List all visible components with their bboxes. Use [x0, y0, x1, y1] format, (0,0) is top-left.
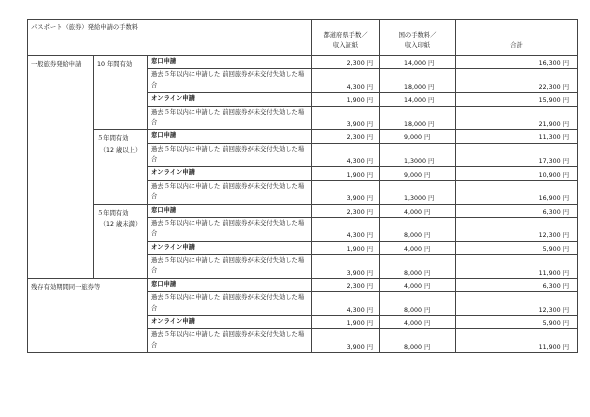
- national-fee: 4,000 円: [380, 204, 456, 217]
- header-prefecture-fee: [312, 20, 380, 56]
- header-prefecture-line-2: 収入証紙: [332, 41, 359, 49]
- application-method: オンライン申請: [148, 167, 312, 180]
- national-fee: 4,000 円: [380, 278, 456, 291]
- total-fee: 5,900 円: [456, 315, 578, 328]
- application-method: 過去５年以内に申請した 前回旅券が未交付失効した場合: [148, 255, 312, 279]
- validity-period: [94, 56, 148, 130]
- application-method: 過去５年以内に申請した 前回旅券が未交付失効した場合: [148, 329, 312, 353]
- prefecture-fee: 1,900 円: [312, 315, 380, 328]
- prefecture-fee: 2,300 円: [312, 204, 380, 217]
- total-fee: 10,900 円: [456, 167, 578, 180]
- application-category: 一般旅券発給申請: [28, 56, 94, 279]
- prefecture-fee: 4,300 円: [312, 143, 380, 167]
- table-row: [28, 204, 578, 217]
- total-fee: 15,900 円: [456, 93, 578, 106]
- application-method: 過去５年以内に申請した 前回旅券が未交付失効した場合: [148, 180, 312, 204]
- national-fee: 18,000 円: [380, 106, 456, 130]
- national-fee: 4,000 円: [380, 315, 456, 328]
- application-method: 窓口申請: [148, 130, 312, 143]
- total-fee: 22,300 円: [456, 69, 578, 93]
- total-fee: 16,900 円: [456, 180, 578, 204]
- prefecture-fee: 1,900 円: [312, 167, 380, 180]
- prefecture-fee: 4,300 円: [312, 217, 380, 241]
- passport-fee-table: [27, 19, 578, 353]
- header-prefecture-line-1: 都道府県手数／: [323, 31, 368, 39]
- total-fee: 11,900 円: [456, 329, 578, 353]
- prefecture-fee: 3,900 円: [312, 329, 380, 353]
- national-fee: 8,000 円: [380, 255, 456, 279]
- total-fee: 17,300 円: [456, 143, 578, 167]
- prefecture-fee: 3,900 円: [312, 255, 380, 279]
- application-method: 過去５年以内に申請した 前回旅券が未交付失効した場合: [148, 292, 312, 316]
- table-row: [28, 278, 578, 291]
- national-fee: 8,000 円: [380, 217, 456, 241]
- national-fee: 18,000 円: [380, 69, 456, 93]
- table-body: [28, 56, 578, 353]
- national-fee: 1,3000 円: [380, 143, 456, 167]
- header-national-fee: [380, 20, 456, 56]
- total-fee: 21,900 円: [456, 106, 578, 130]
- national-fee: 4,000 円: [380, 241, 456, 254]
- table-row: [28, 56, 578, 69]
- total-fee: 6,300 円: [456, 204, 578, 217]
- application-method: オンライン申請: [148, 241, 312, 254]
- national-fee: 1,3000 円: [380, 180, 456, 204]
- application-method: 過去５年以内に申請した 前回旅券が未交付失効した場合: [148, 69, 312, 93]
- national-fee: 8,000 円: [380, 329, 456, 353]
- application-method: オンライン申請: [148, 315, 312, 328]
- prefecture-fee: 1,900 円: [312, 93, 380, 106]
- validity-period-line: ５年間有効: [97, 135, 129, 143]
- total-fee: 11,900 円: [456, 255, 578, 279]
- application-method: オンライン申請: [148, 93, 312, 106]
- prefecture-fee: 2,300 円: [312, 278, 380, 291]
- total-fee: 12,300 円: [456, 217, 578, 241]
- application-method: 窓口申請: [148, 204, 312, 217]
- total-fee: 6,300 円: [456, 278, 578, 291]
- table-title: パスポート（旅券）発給申請の手数料: [28, 20, 312, 56]
- prefecture-fee: 2,300 円: [312, 56, 380, 69]
- prefecture-fee: 3,900 円: [312, 180, 380, 204]
- table-row: [28, 130, 578, 143]
- prefecture-fee: 4,300 円: [312, 292, 380, 316]
- validity-period: [94, 130, 148, 204]
- national-fee: 14,000 円: [380, 56, 456, 69]
- validity-period-line: （12 歳未満）: [99, 221, 142, 229]
- validity-period-line: ５年間有効: [97, 209, 129, 217]
- header-national-line-1: 国の手数料／: [398, 31, 437, 39]
- total-fee: 5,900 円: [456, 241, 578, 254]
- total-fee: 16,300 円: [456, 56, 578, 69]
- validity-period-line: 10 年間有効: [97, 61, 133, 68]
- application-method: 過去５年以内に申請した 前回旅券が未交付失効した場合: [148, 217, 312, 241]
- national-fee: 9,000 円: [380, 167, 456, 180]
- application-method: 過去５年以内に申請した 前回旅券が未交付失効した場合: [148, 143, 312, 167]
- table-header-row: [28, 20, 578, 56]
- total-fee: 12,300 円: [456, 292, 578, 316]
- national-fee: 8,000 円: [380, 292, 456, 316]
- validity-period-line: （12 歳以上）: [99, 147, 142, 155]
- header-total: 合計: [456, 20, 578, 56]
- national-fee: 9,000 円: [380, 130, 456, 143]
- application-category: 残存有効期間同一旅券等: [28, 278, 148, 352]
- prefecture-fee: 4,300 円: [312, 69, 380, 93]
- prefecture-fee: 3,900 円: [312, 106, 380, 130]
- application-method: 窓口申請: [148, 56, 312, 69]
- total-fee: 11,300 円: [456, 130, 578, 143]
- national-fee: 14,000 円: [380, 93, 456, 106]
- application-method: 窓口申請: [148, 278, 312, 291]
- header-national-line-2: 収入印紙: [404, 41, 431, 49]
- application-method: 過去５年以内に申請した 前回旅券が未交付失効した場合: [148, 106, 312, 130]
- prefecture-fee: 2,300 円: [312, 130, 380, 143]
- prefecture-fee: 1,900 円: [312, 241, 380, 254]
- validity-period: [94, 204, 148, 278]
